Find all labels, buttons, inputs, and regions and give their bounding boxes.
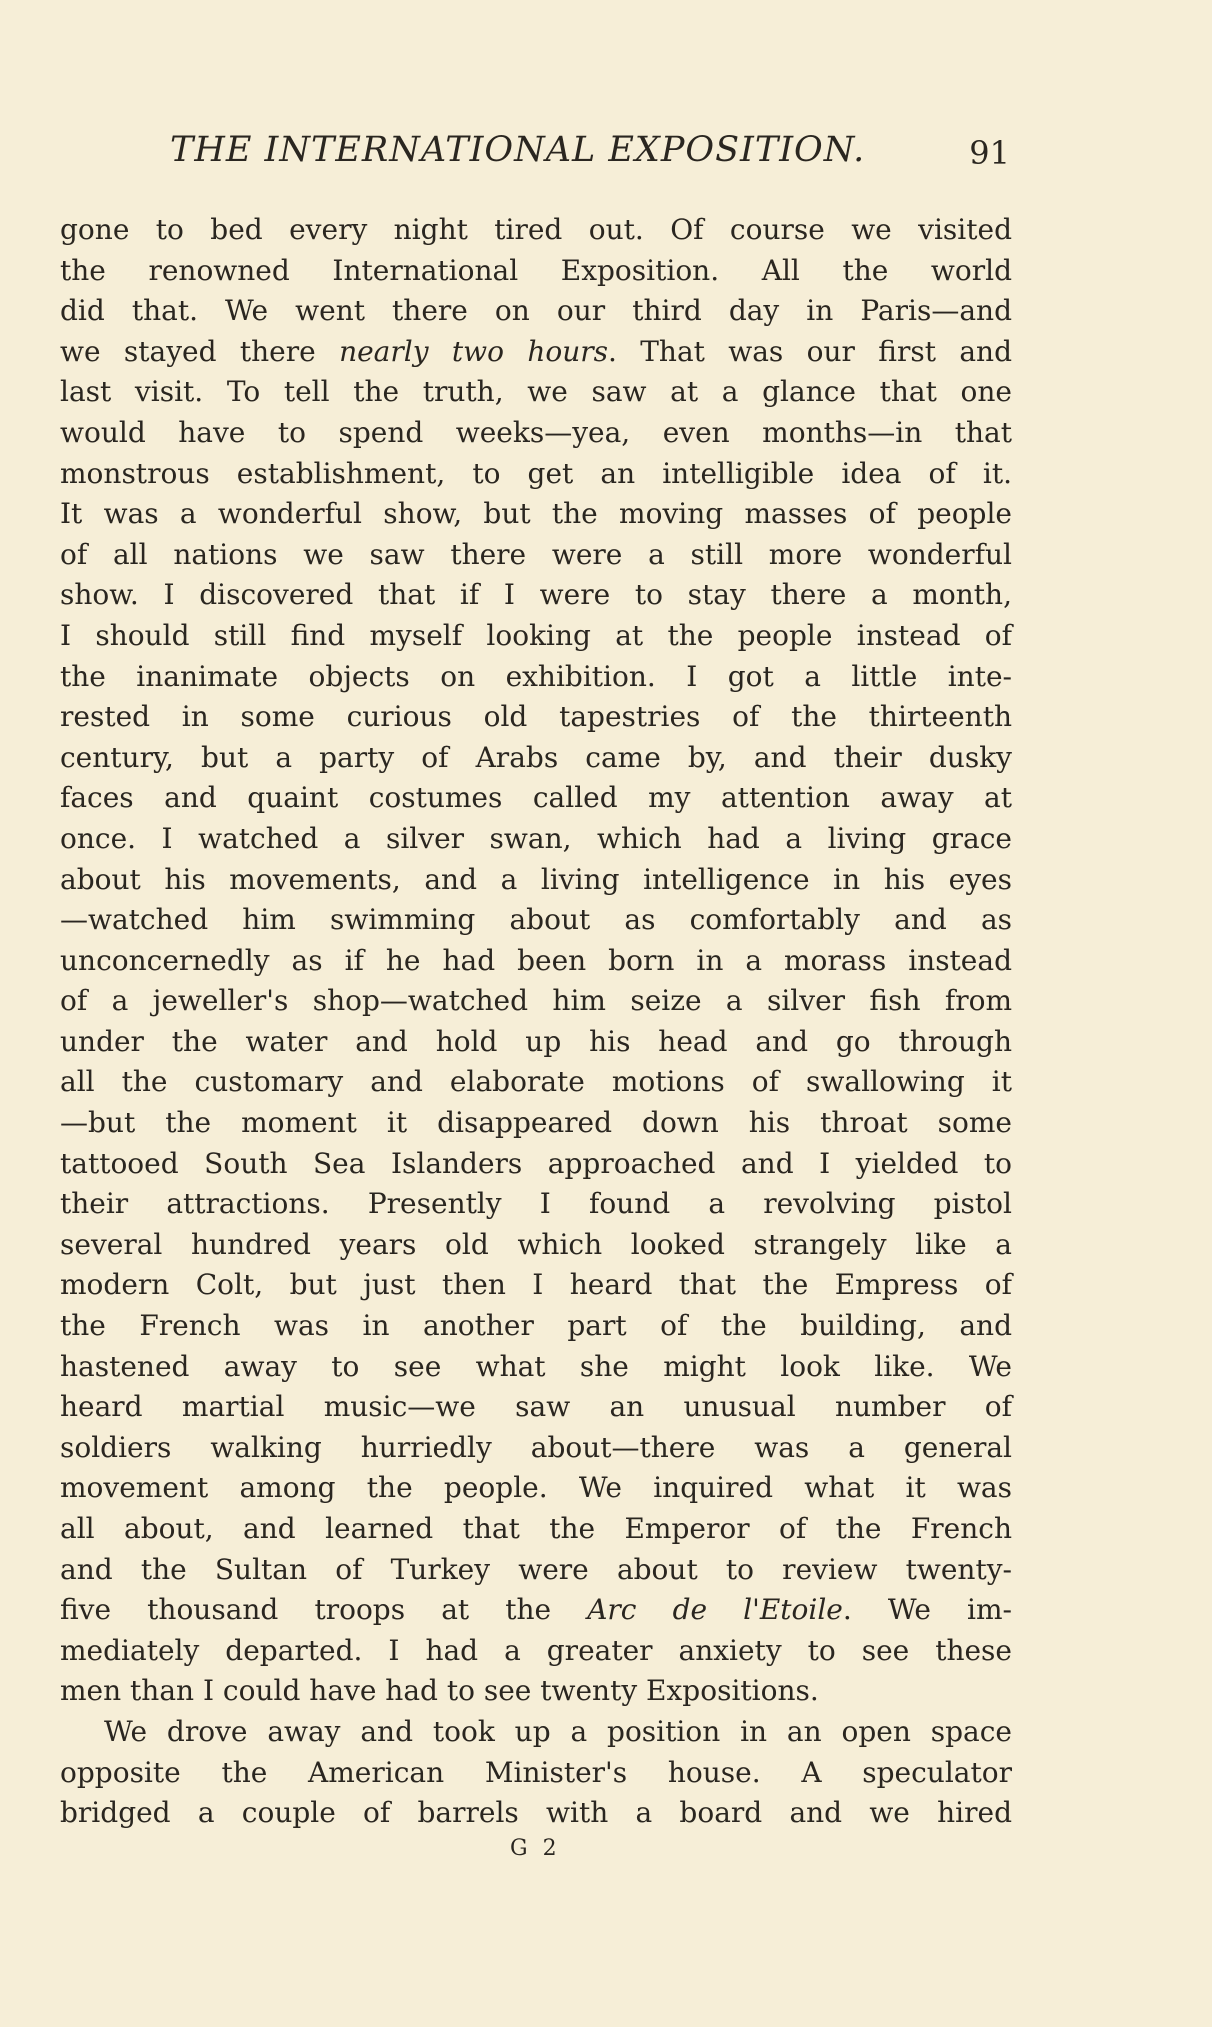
text-line: opposite the American Minister's house. A speculator xyxy=(60,1755,1012,1789)
text-line: gone to bed every night tired out. Of course we visited xyxy=(60,213,1012,246)
text-segment: . That was our first and xyxy=(608,334,1012,368)
text-line: bridged a couple of barrels with a board and we hired xyxy=(60,1796,1012,1830)
text-line: modern Colt, but just then I heard that the Empress of xyxy=(60,1268,1012,1302)
text-line: did that. We went there on our third day in Paris—and xyxy=(60,294,1012,328)
text-line: unconcernedly as if he had been born in a morass instead xyxy=(60,943,1012,977)
paragraph xyxy=(60,210,1012,1712)
text-segment: five thousand troops at the xyxy=(60,1593,588,1627)
text-line: several hundred years old which looked strangely like a xyxy=(60,1227,1012,1261)
text-line: movement among the people. We inquired what it was xyxy=(60,1471,1012,1505)
text-line: their attractions. Presently I found a revolving pistol xyxy=(60,1187,1012,1221)
text-line: once. I watched a silver swan, which had a living grace xyxy=(60,821,1012,855)
text-line: show. I discovered that if I were to stay there a month, xyxy=(60,578,1012,612)
page-number: 91 xyxy=(969,134,1010,172)
text-line: century, but a party of Arabs came by, and their dusky xyxy=(60,740,1012,774)
text-line xyxy=(60,1590,1012,1631)
paragraph xyxy=(60,1712,1012,1834)
text-line xyxy=(60,332,1012,373)
text-line: men than I could have had to see twenty Expositions. xyxy=(60,1674,819,1708)
text-line: about his movements, and a living intelligence in his eyes xyxy=(60,862,1012,896)
text-line: last visit. To tell the truth, we saw at a glance that one xyxy=(60,375,1012,409)
text-line: faces and quaint costumes called my attention away at xyxy=(60,781,1012,815)
text-line: I should still find myself looking at the people instead of xyxy=(60,618,1012,652)
text-line: of all nations we saw there were a still more wonderful xyxy=(60,537,1012,571)
text-line: —but the moment it disappeared down his throat some xyxy=(60,1106,1012,1140)
italic-phrase: Arc de l'Etoile xyxy=(587,1593,843,1627)
text-line: of a jeweller's shop—watched him seize a silver fish from xyxy=(60,984,1012,1018)
running-head xyxy=(170,130,1010,190)
text-line: under the water and hold up his head and go through xyxy=(60,1024,1012,1058)
running-title: THE INTERNATIONAL EXPOSITION. xyxy=(170,130,866,170)
text-line: We drove away and took up a position in an open space xyxy=(104,1714,1012,1748)
italic-phrase: nearly two hours xyxy=(339,334,608,368)
text-line: and the Sultan of Turkey were about to review twenty- xyxy=(60,1552,1012,1586)
text-line: all the customary and elaborate motions of swallowing it xyxy=(60,1065,1012,1099)
text-line: tattooed South Sea Islanders approached and I yielded to xyxy=(60,1146,1012,1180)
text-line: the inanimate objects on exhibition. I got a little inte- xyxy=(60,659,1012,693)
text-line: hastened away to see what she might look like. We xyxy=(60,1349,1012,1383)
text-segment: we stayed there xyxy=(60,334,340,368)
text-line: would have to spend weeks—yea, even months—in that xyxy=(60,415,1012,449)
signature-mark: G 2 xyxy=(510,1836,561,1861)
text-line: rested in some curious old tapestries of the thirteenth xyxy=(60,700,1012,734)
text-line: monstrous establishment, to get an intelligible idea of it. xyxy=(60,456,1012,490)
text-line: soldiers walking hurriedly about—there was a general xyxy=(60,1430,1012,1464)
text-line: the renowned International Exposition. All the world xyxy=(60,253,1012,287)
text-line: heard martial music—we saw an unusual number of xyxy=(60,1390,1012,1424)
text-segment: . We im- xyxy=(842,1593,1013,1627)
body-text xyxy=(60,210,1012,1834)
text-line: —watched him swimming about as comfortably and as xyxy=(60,903,1012,937)
text-line: It was a wonderful show, but the moving masses of people xyxy=(60,497,1012,531)
text-line: mediately departed. I had a greater anxiety to see these xyxy=(60,1633,1012,1667)
text-line: all about, and learned that the Emperor of the French xyxy=(60,1512,1012,1545)
text-line: the French was in another part of the building, and xyxy=(60,1309,1012,1343)
